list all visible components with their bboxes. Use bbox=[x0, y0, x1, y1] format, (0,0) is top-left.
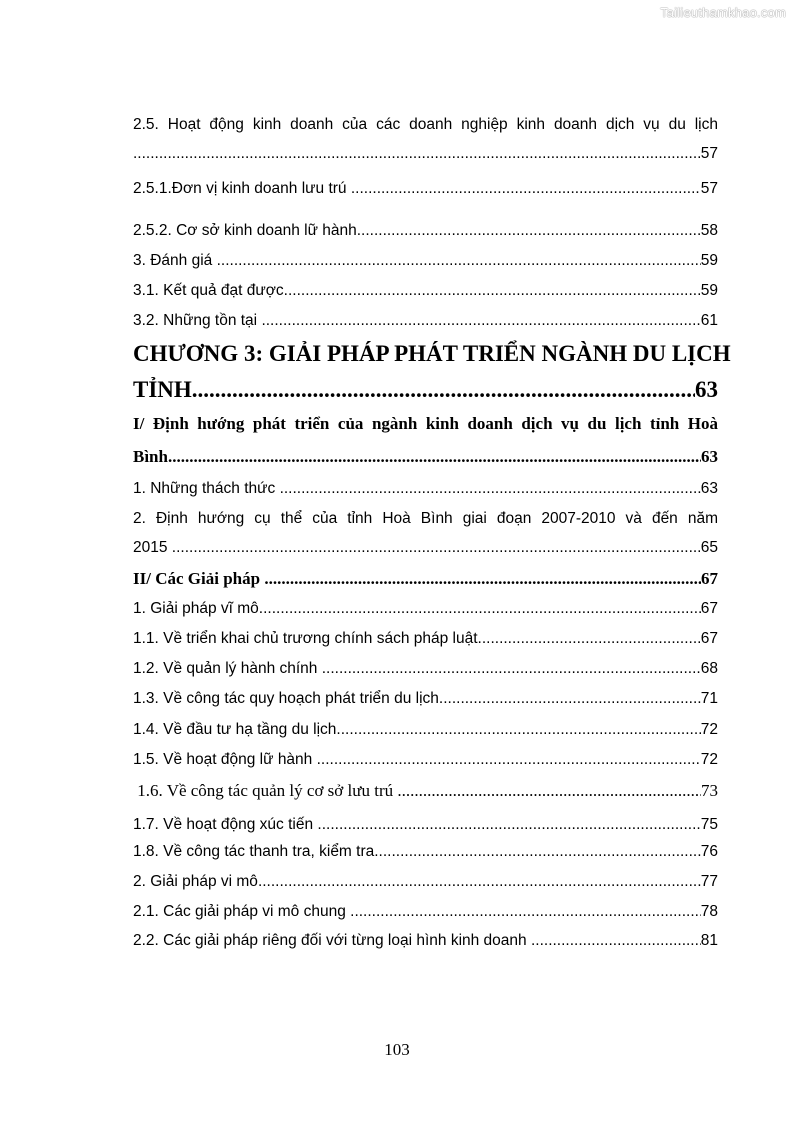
toc-entry-title: 1.4. Về đầu tư hạ tầng du lịch bbox=[133, 721, 337, 738]
toc-entry[interactable] bbox=[133, 781, 718, 801]
toc-entry[interactable] bbox=[133, 569, 718, 589]
toc-entry-page: 59 bbox=[700, 252, 718, 269]
dot-leader bbox=[531, 932, 701, 950]
toc-entry-title: 1.3. Về công tác quy hoạch phát triển du lịch bbox=[133, 690, 439, 707]
toc-entry[interactable] bbox=[133, 903, 718, 921]
toc-entry-title-line[interactable]: 2. Định hướng cụ thể của tỉnh Hoà Bình giai đoạn 2007-2010 và đến năm bbox=[133, 510, 718, 527]
dot-leader bbox=[374, 843, 701, 861]
toc-entry[interactable] bbox=[133, 282, 718, 300]
toc-entry-page: 63 bbox=[695, 377, 718, 402]
dot-leader bbox=[351, 180, 701, 198]
toc-entry-page: 61 bbox=[700, 312, 718, 329]
dot-leader bbox=[280, 480, 701, 498]
dot-leader bbox=[439, 690, 701, 708]
dot-leader bbox=[350, 903, 701, 921]
dot-leader bbox=[478, 630, 701, 648]
toc-entry[interactable] bbox=[133, 480, 718, 498]
toc-entry[interactable] bbox=[133, 145, 718, 163]
dot-leader bbox=[261, 312, 700, 330]
toc-entry-page: 59 bbox=[700, 282, 718, 299]
dot-leader bbox=[133, 145, 701, 163]
toc-entry-title-line[interactable]: I/ Định hướng phát triển của ngành kinh doanh dịch vụ du lịch tỉnh Hoà bbox=[133, 414, 718, 433]
toc-entry[interactable] bbox=[133, 816, 718, 834]
toc-entry-title: TỈNH bbox=[133, 377, 192, 402]
toc-entry[interactable] bbox=[133, 721, 718, 739]
toc-entry[interactable] bbox=[133, 751, 718, 769]
toc-entry[interactable] bbox=[133, 222, 718, 240]
toc-entry-title-line[interactable]: CHƯƠNG 3: GIẢI PHÁP PHÁT TRIỂN NGÀNH DU LỊCH bbox=[133, 341, 731, 366]
toc-entry-page: 67 bbox=[700, 630, 718, 647]
toc-entry-title: 2.5.1.Đơn vị kinh doanh lưu trú bbox=[133, 180, 351, 197]
toc-entry-page: 63 bbox=[701, 447, 718, 466]
toc-entry-title: 3.1. Kết quả đạt được bbox=[133, 282, 284, 299]
toc-entry-page: 68 bbox=[700, 660, 718, 677]
toc-entry[interactable] bbox=[133, 539, 718, 557]
toc-entry-page: 78 bbox=[700, 903, 718, 920]
toc-entry-title: 1. Giải pháp vĩ mô bbox=[133, 600, 259, 617]
toc-entry-title: 1. Những thách thức bbox=[133, 480, 280, 497]
toc-entry-title: 3.2. Những tồn tại bbox=[133, 312, 262, 329]
toc-entry-title: 1.2. Về quản lý hành chính bbox=[133, 660, 322, 677]
toc-entry-page: 76 bbox=[700, 843, 718, 860]
dot-leader bbox=[322, 660, 701, 678]
toc-entry-page: 58 bbox=[700, 222, 718, 239]
toc-entry-page: 77 bbox=[700, 873, 718, 890]
toc-entry-title: 2. Giải pháp vi mô bbox=[133, 873, 258, 890]
toc-entry-page: 72 bbox=[700, 721, 718, 738]
toc-entry-title: II/ Các Giải pháp bbox=[133, 569, 265, 588]
toc-entry-page: 65 bbox=[700, 539, 718, 556]
dot-leader bbox=[357, 222, 701, 240]
toc-entry-title: 3. Đánh giá bbox=[133, 252, 217, 269]
watermark: Tailieuthamkhao.com bbox=[660, 5, 786, 20]
dot-leader bbox=[317, 751, 701, 769]
dot-leader bbox=[336, 721, 700, 739]
toc-entry[interactable] bbox=[133, 252, 718, 270]
toc-entry-title: 1.7. Về hoạt động xúc tiến bbox=[133, 816, 318, 833]
toc-entry-page: 71 bbox=[700, 690, 718, 707]
toc-entry-page: 75 bbox=[700, 816, 718, 833]
toc-entry-title: 1.5. Về hoạt động lữ hành bbox=[133, 751, 317, 768]
dot-leader bbox=[264, 569, 701, 589]
dot-leader bbox=[168, 447, 701, 467]
dot-leader bbox=[172, 539, 701, 557]
toc-entry-title: Bình bbox=[133, 447, 168, 466]
toc-entry-page: 73 bbox=[701, 781, 718, 800]
toc-entry-title: 2.1. Các giải pháp vi mô chung bbox=[133, 903, 351, 920]
toc-entry-page: 67 bbox=[701, 569, 718, 588]
toc-entry-page: 57 bbox=[700, 180, 718, 197]
toc-entry-title: 2.2. Các giải pháp riêng đối với từng loại hình kinh doanh bbox=[133, 932, 531, 949]
dot-leader bbox=[397, 781, 701, 801]
toc-entry[interactable] bbox=[133, 843, 718, 861]
toc-entry[interactable] bbox=[133, 690, 718, 708]
toc-entry[interactable] bbox=[133, 630, 718, 648]
toc-entry[interactable] bbox=[133, 447, 718, 467]
dot-leader bbox=[259, 600, 701, 618]
toc-entry[interactable] bbox=[133, 377, 718, 403]
dot-leader bbox=[317, 816, 700, 834]
toc-entry-page: 72 bbox=[700, 751, 718, 768]
page-number: 103 bbox=[384, 1040, 410, 1059]
toc-entry-page: 67 bbox=[700, 600, 718, 617]
toc-entry-page: 81 bbox=[700, 932, 718, 949]
toc-entry-title: 2.5.2. Cơ sở kinh doanh lữ hành bbox=[133, 222, 357, 239]
toc-entry-title: 1.8. Về công tác thanh tra, kiểm tra bbox=[133, 843, 375, 860]
toc-entry[interactable] bbox=[133, 873, 718, 891]
toc-entry[interactable] bbox=[133, 660, 718, 678]
toc-entry-title: 2015 bbox=[133, 539, 172, 556]
toc-entry[interactable] bbox=[133, 600, 718, 618]
toc-entry[interactable] bbox=[133, 312, 718, 330]
dot-leader bbox=[284, 282, 701, 300]
toc-entry-page: 57 bbox=[700, 145, 718, 162]
toc-entry[interactable] bbox=[133, 932, 718, 950]
toc-entry[interactable] bbox=[133, 180, 718, 198]
toc-entry-page: 63 bbox=[700, 480, 718, 497]
toc-entry-title: 1.6. Về công tác quản lý cơ sở lưu trú bbox=[133, 781, 398, 800]
dot-leader bbox=[192, 377, 695, 403]
toc-entry-title-line[interactable]: 2.5. Hoạt động kinh doanh của các doanh nghiệp kinh doanh dịch vụ du lịch bbox=[133, 116, 718, 133]
dot-leader bbox=[217, 252, 701, 270]
dot-leader bbox=[258, 873, 701, 891]
toc-entry-title: 1.1. Về triển khai chủ trương chính sách pháp luật bbox=[133, 630, 478, 647]
